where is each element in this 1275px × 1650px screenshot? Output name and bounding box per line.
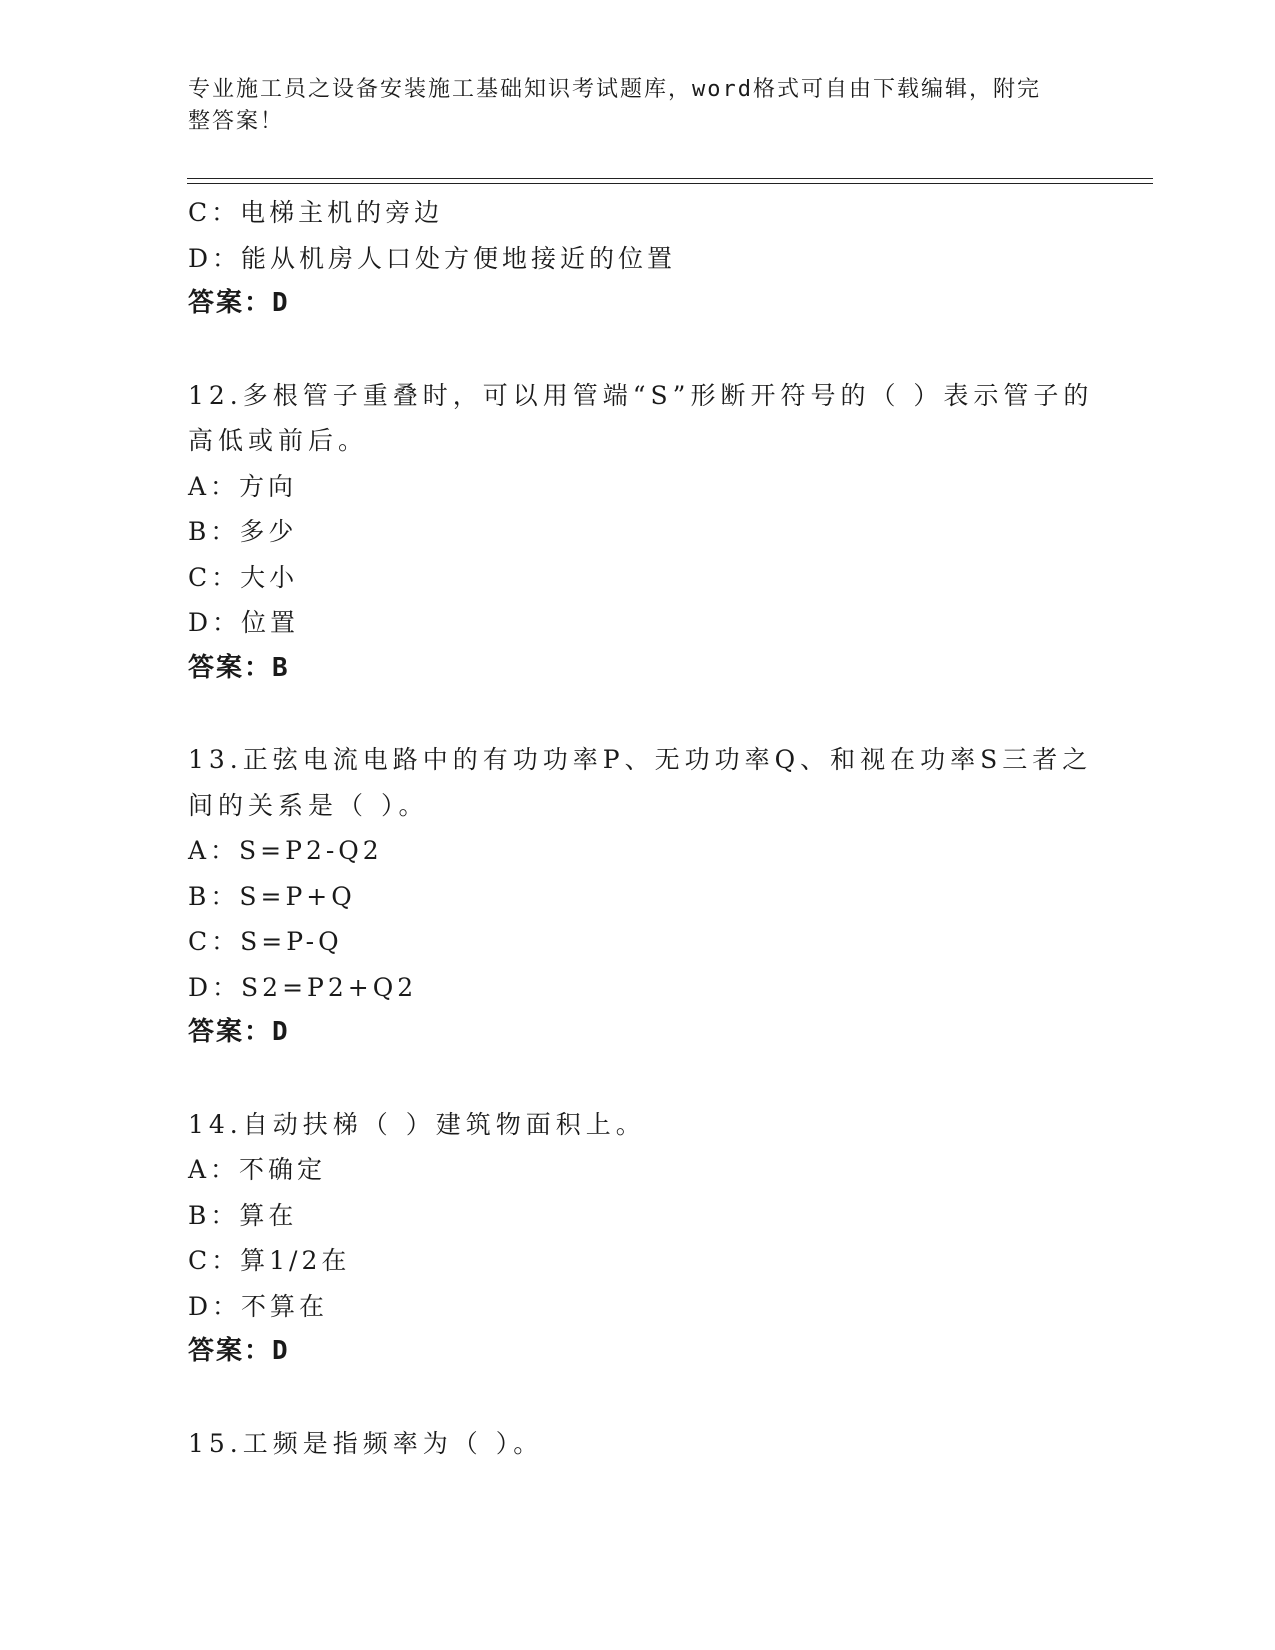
q14-answer: 答案：D	[188, 1336, 290, 1366]
q12-stem-line-2: 高低或前后。	[188, 426, 369, 455]
spacer	[188, 327, 1088, 373]
header-line-2: 整答案！	[188, 109, 285, 134]
q13-option-c: C：S=P-Q	[188, 927, 343, 956]
spacer	[188, 1056, 1088, 1102]
q13-stem-line-2: 间的关系是（ ）。	[188, 790, 429, 820]
q13-stem-line-1: 13.正弦电流电路中的有功功率P、无功功率Q、和视在功率S三者之	[188, 745, 1093, 774]
header-line-1: 专业施工员之设备安装施工基础知识考试题库，word格式可自由下载编辑，附完	[188, 77, 1041, 102]
q14-option-c: C：算1/2在	[188, 1246, 351, 1275]
q12-option-b: B：多少	[188, 517, 298, 546]
q13-answer: 答案：D	[188, 1017, 290, 1047]
q11-answer: 答案：D	[188, 288, 290, 318]
q14-option-d: D：不算在	[188, 1291, 329, 1321]
q13-option-d: D：S2=P2+Q2	[188, 972, 418, 1002]
spacer	[188, 691, 1088, 737]
document-header	[188, 74, 1068, 138]
q12-option-a: A：方向	[188, 471, 298, 501]
q14-option-a: A：不确定	[188, 1155, 327, 1184]
spacer	[188, 1375, 1088, 1421]
q12-option-d: D：位置	[188, 608, 300, 637]
q14-stem-line-1: 14.自动扶梯（ ）建筑物面积上。	[188, 1109, 646, 1139]
q13-option-a: A：S=P2-Q2	[188, 836, 383, 865]
header-divider-bottom	[187, 183, 1153, 184]
question-list	[188, 190, 1094, 1466]
q15-stem-line-1: 15.工频是指频率为（ ）。	[188, 1428, 544, 1458]
header-divider-top	[187, 178, 1153, 179]
q12-answer: 答案：B	[188, 652, 290, 683]
q13-option-b: B：S=P+Q	[188, 881, 356, 911]
q12-option-c: C：大小	[188, 562, 299, 592]
q12-stem-line-1: 12.多根管子重叠时，可以用管端“S”形断开符号的（ ）表示管子的	[188, 380, 1094, 410]
q11-option-c: C：电梯主机的旁边	[188, 198, 444, 227]
q11-option-d: D：能从机房人口处方便地接近的位置	[188, 243, 677, 273]
q14-option-b: B：算在	[188, 1200, 298, 1230]
